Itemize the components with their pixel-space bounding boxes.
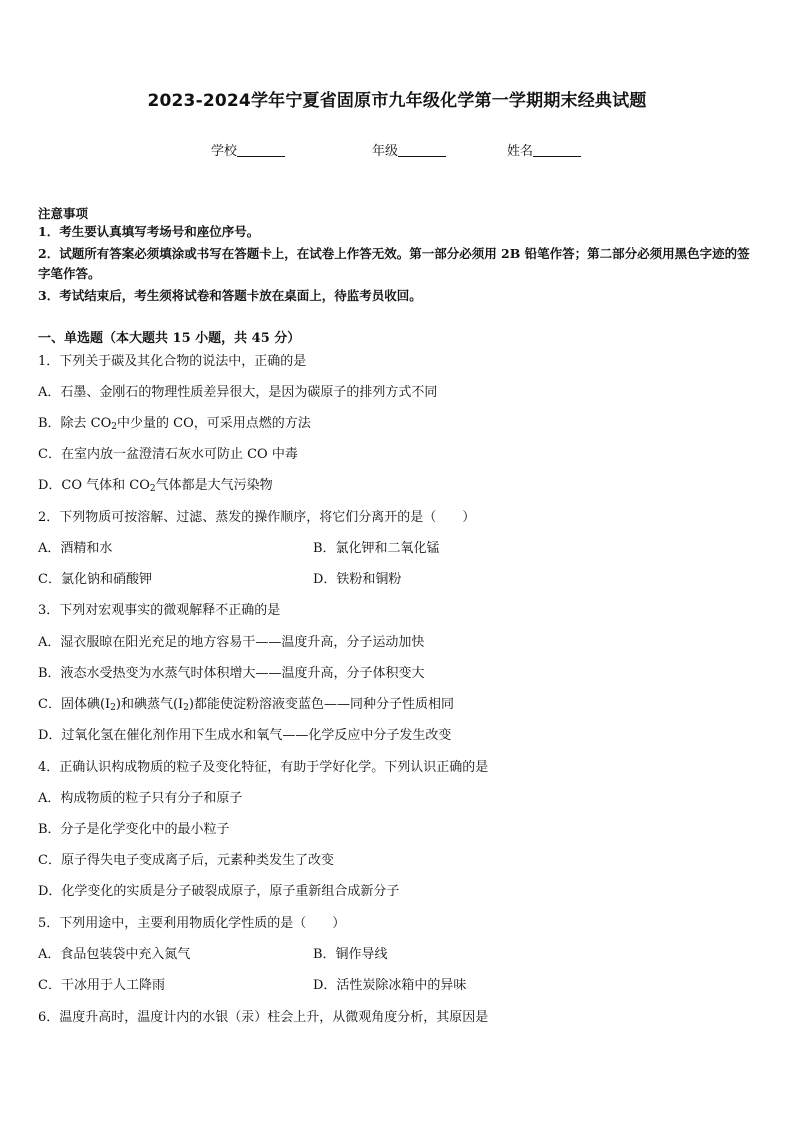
option-text: )都能使淀粉溶液变蓝色——同种分子性质相同 bbox=[188, 697, 454, 712]
option-c: C．干冰用于人工降雨 bbox=[38, 978, 165, 993]
question-stem: 3．下列对宏观事实的微观解释不正确的是 bbox=[38, 603, 281, 618]
option-text: )和碘蒸气(I bbox=[115, 697, 184, 712]
subscript: 2 bbox=[183, 703, 189, 713]
option-text: 中少量的 CO，可采用点燃的方法 bbox=[117, 416, 311, 431]
grade-field bbox=[372, 140, 446, 159]
school-field bbox=[211, 140, 285, 159]
option-c bbox=[38, 696, 454, 714]
note-item: 3．考试结束后，考生须将试卷和答题卡放在桌面上，待监考员收回。 bbox=[38, 288, 422, 303]
option-a: A．湿衣服晾在阳光充足的地方容易干——温度升高，分子运动加快 bbox=[38, 635, 425, 650]
subscript: 2 bbox=[111, 422, 118, 432]
question-stem: 1．下列关于碳及其化合物的说法中，正确的是 bbox=[38, 354, 307, 369]
name-field bbox=[507, 140, 581, 159]
question-stem: 4．正确认识构成物质的粒子及变化特征，有助于学好化学。下列认识正确的是 bbox=[38, 760, 489, 775]
option-d: D．铁粉和铜粉 bbox=[313, 572, 402, 587]
option-d: D．化学变化的实质是分子破裂成原子，原子重新组合成新分子 bbox=[38, 884, 400, 899]
section-title: 一、单选题（本大题共 15 小题，共 45 分） bbox=[38, 331, 301, 346]
student-info-row bbox=[0, 140, 794, 160]
option-a: A．构成物质的粒子只有分子和原子 bbox=[38, 791, 243, 806]
option-b bbox=[38, 415, 311, 433]
option-a: A．食品包装袋中充入氮气 bbox=[38, 947, 191, 962]
grade-blank[interactable] bbox=[398, 142, 446, 157]
option-b: B．铜作导线 bbox=[313, 947, 388, 962]
option-c: C．氯化钠和硝酸钾 bbox=[38, 572, 152, 587]
option-text: D．CO 气体和 CO bbox=[38, 478, 150, 493]
option-d: D．过氧化氢在催化剂作用下生成水和氧气——化学反应中分子发生改变 bbox=[38, 728, 452, 743]
subscript: 2 bbox=[149, 484, 156, 494]
option-b: B．氯化钾和二氧化锰 bbox=[313, 541, 440, 556]
option-c: C．原子得失电子变成离子后，元素种类发生了改变 bbox=[38, 853, 334, 868]
option-b: B．液态水受热变为水蒸气时体积增大——温度升高，分子体积变大 bbox=[38, 666, 425, 681]
notes-heading: 注意事项 bbox=[38, 206, 89, 221]
option-d: D．活性炭除冰箱中的异味 bbox=[313, 978, 467, 993]
name-label: 姓名 bbox=[507, 144, 534, 159]
subscript: 2 bbox=[110, 703, 116, 713]
option-a: A．石墨、金刚石的物理性质差异很大，是因为碳原子的排列方式不同 bbox=[38, 385, 438, 400]
option-b: B．分子是化学变化中的最小粒子 bbox=[38, 822, 230, 837]
option-text: 气体都是大气污染物 bbox=[155, 478, 273, 493]
question-stem: 2．下列物质可按溶解、过滤、蒸发的操作顺序，将它们分离开的是（ ） bbox=[38, 510, 476, 525]
option-d bbox=[38, 477, 273, 495]
question-stem: 6．温度升高时，温度计内的水银（汞）柱会上升，从微观角度分析，其原因是 bbox=[38, 1010, 489, 1025]
note-item: 2．试题所有答案必须填涂或书写在答题卡上，在试卷上作答无效。第一部分必须用 2B 铅笔作答；第二部分必须用黑色字迹的签字笔作答。 bbox=[38, 246, 750, 281]
question-stem: 5．下列用途中，主要利用物质化学性质的是（ ） bbox=[38, 916, 346, 931]
option-text: C．固体碘(I bbox=[38, 697, 111, 712]
option-c: C．在室内放一盆澄清石灰水可防止 CO 中毒 bbox=[38, 447, 298, 462]
exam-title: 2023-2024学年宁夏省固原市九年级化学第一学期期末经典试题 bbox=[147, 91, 647, 111]
school-label: 学校 bbox=[211, 144, 238, 159]
option-text: B．除去 CO bbox=[38, 416, 112, 431]
name-blank[interactable] bbox=[533, 142, 581, 157]
school-blank[interactable] bbox=[237, 142, 285, 157]
option-a: A．酒精和水 bbox=[38, 541, 113, 556]
note-item: 1．考生要认真填写考场号和座位序号。 bbox=[38, 224, 260, 239]
grade-label: 年级 bbox=[372, 144, 399, 159]
